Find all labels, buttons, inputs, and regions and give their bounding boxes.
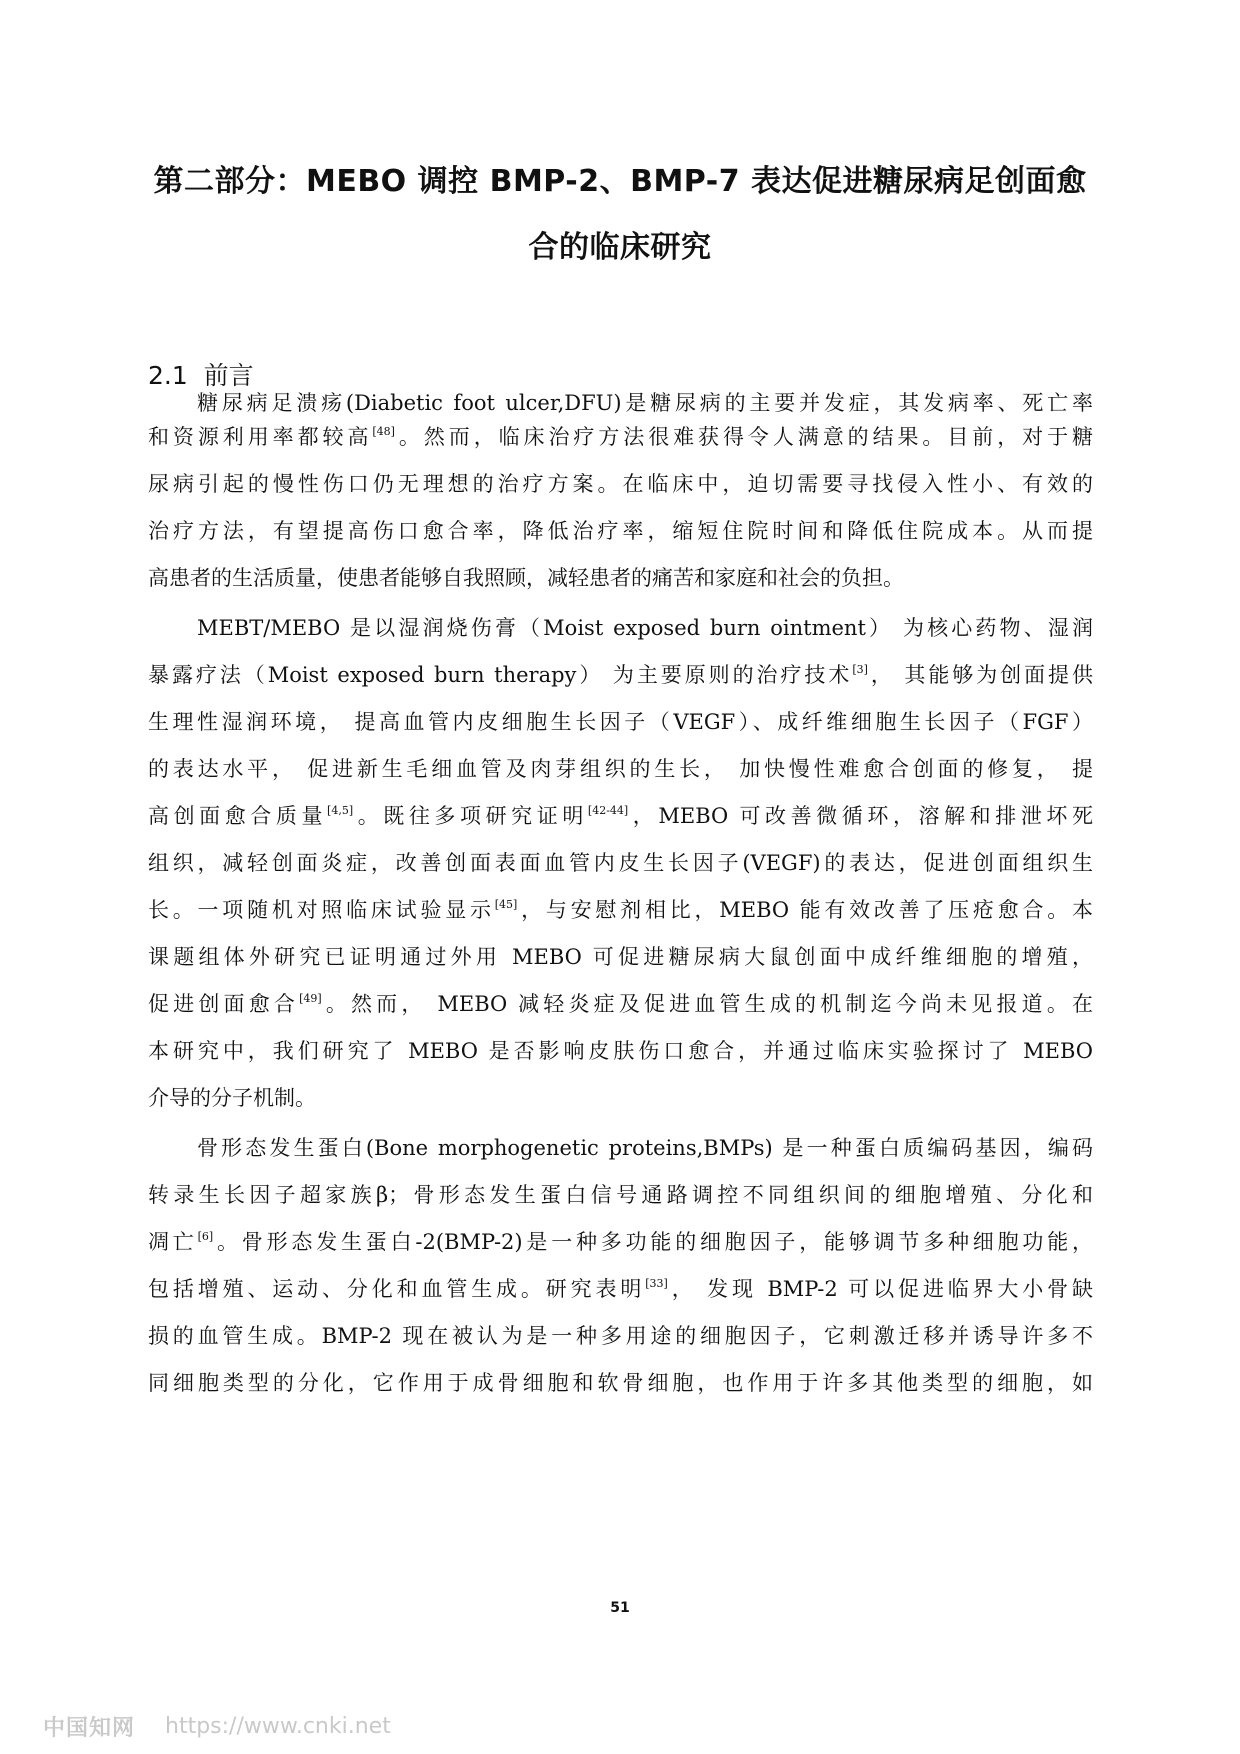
text-line xyxy=(148,1225,1093,1259)
text-line: MEBT/MEBO 是以湿润烧伤膏（Moist exposed burn ointment） 为核心药物、湿润 xyxy=(197,616,1093,640)
text-segment: ，与安慰剂相比，MEBO 能有效改善了压疮愈合。本 xyxy=(517,898,1094,922)
citation: [6] xyxy=(197,1230,214,1243)
text-line: 同细胞类型的分化，它作用于成骨细胞和软骨细胞，也作用于许多其他类型的细胞，如 xyxy=(148,1371,1093,1395)
text-segment: 。既往多项研究证明 xyxy=(353,804,588,828)
text-line xyxy=(148,799,1093,833)
text-line: 高患者的生活质量，使患者能够自我照顾，减轻患者的痛苦和家庭和社会的负担。 xyxy=(148,566,904,590)
citation: [49] xyxy=(299,992,322,1005)
text-line: 尿病引起的慢性伤口仍无理想的治疗方案。在临床中，迫切需要寻找侵入性小、有效的 xyxy=(148,472,1093,496)
text-line: 骨形态发生蛋白(Bone morphogenetic proteins,BMPs) 是一种蛋白质编码基因，编码 xyxy=(197,1136,1093,1160)
citation: [42-44] xyxy=(587,804,629,817)
text-segment: 。然而，临床治疗方法很难获得令人满意的结果。目前，对于糖 xyxy=(394,425,1094,449)
chapter-title-line-1: 第二部分：MEBO 调控 BMP-2、BMP-7 表达促进糖尿病足创面愈 xyxy=(153,164,1087,199)
text-line: 本研究中，我们研究了 MEBO 是否影响皮肤伤口愈合，并通过临床实验探讨了 MEBO xyxy=(148,1039,1093,1063)
text-segment: ， 发现 BMP-2 可以促进临界大小骨缺 xyxy=(667,1277,1094,1301)
citation: [33] xyxy=(645,1277,668,1290)
text-segment: 。骨形态发生蛋白-2(BMP-2)是一种多功能的细胞因子，能够调节多种细胞功能， xyxy=(213,1230,1094,1254)
text-line xyxy=(148,420,1093,454)
text-line xyxy=(148,658,1093,692)
section-title: 前言 xyxy=(203,361,254,390)
text-segment: 凋亡 xyxy=(148,1230,198,1254)
cnki-watermark xyxy=(43,1711,391,1742)
citation: [45] xyxy=(494,898,518,911)
text-segment: 暴露疗法（Moist exposed burn therapy） 为主要原则的治疗技术 xyxy=(148,663,853,687)
text-segment: 长。一项随机对照临床试验显示 xyxy=(148,898,495,922)
section-number: 2.1 xyxy=(148,361,188,390)
text-line: 转录生长因子超家族β；骨形态发生蛋白信号通路调控不同组织间的细胞增殖、分化和 xyxy=(148,1183,1093,1207)
page-number: 51 xyxy=(610,1600,630,1616)
cnki-logo-text: 中国知网 xyxy=(43,1716,136,1741)
text-line: 组织，减轻创面炎症，改善创面表面血管内皮生长因子(VEGF)的表达，促进创面组织生 xyxy=(148,851,1093,875)
text-segment: ，MEBO 可改善微循环，溶解和排泄坏死 xyxy=(628,804,1093,828)
text-line: 的表达水平， 促进新生毛细血管及肉芽组织的生长， 加快慢性难愈合创面的修复， 提 xyxy=(148,757,1093,781)
chapter-title-line-2: 合的临床研究 xyxy=(528,230,712,265)
watermark-url: https://www.cnki.net xyxy=(165,1714,391,1739)
text-segment: 。然而， MEBO 减轻炎症及促进血管生成的机制迄今尚未见报道。在 xyxy=(321,992,1094,1016)
citation: [3] xyxy=(852,663,868,676)
text-line: 介导的分子机制。 xyxy=(148,1086,316,1110)
text-line xyxy=(148,1272,1093,1306)
text-segment: 促进创面愈合 xyxy=(148,992,300,1016)
text-segment: 包括增殖、运动、分化和血管生成。研究表明 xyxy=(148,1277,646,1301)
citation: [4,5] xyxy=(327,804,354,817)
text-line: 损的血管生成。BMP-2 现在被认为是一种多用途的细胞因子，它刺激迁移并诱导许多不 xyxy=(148,1324,1093,1348)
text-line: 生理性湿润环境， 提高血管内皮细胞生长因子（VEGF）、成纤维细胞生长因子（FGF） xyxy=(148,710,1093,734)
text-line xyxy=(148,987,1093,1021)
text-segment: 高创面愈合质量 xyxy=(148,804,328,828)
text-line: 课题组体外研究已证明通过外用 MEBO 可促进糖尿病大鼠创面中成纤维细胞的增殖， xyxy=(148,945,1093,969)
text-line xyxy=(148,893,1093,927)
text-line: 糖尿病足溃疡(Diabetic foot ulcer,DFU)是糖尿病的主要并发症，其发病率、死亡率 xyxy=(197,391,1093,415)
text-line: 治疗方法，有望提高伤口愈合率，降低治疗率，缩短住院时间和降低住院成本。从而提 xyxy=(148,519,1093,543)
text-segment: 和资源利用率都较高 xyxy=(148,425,373,449)
citation: [48] xyxy=(372,425,395,438)
text-segment: ， 其能够为创面提供 xyxy=(867,663,1093,687)
